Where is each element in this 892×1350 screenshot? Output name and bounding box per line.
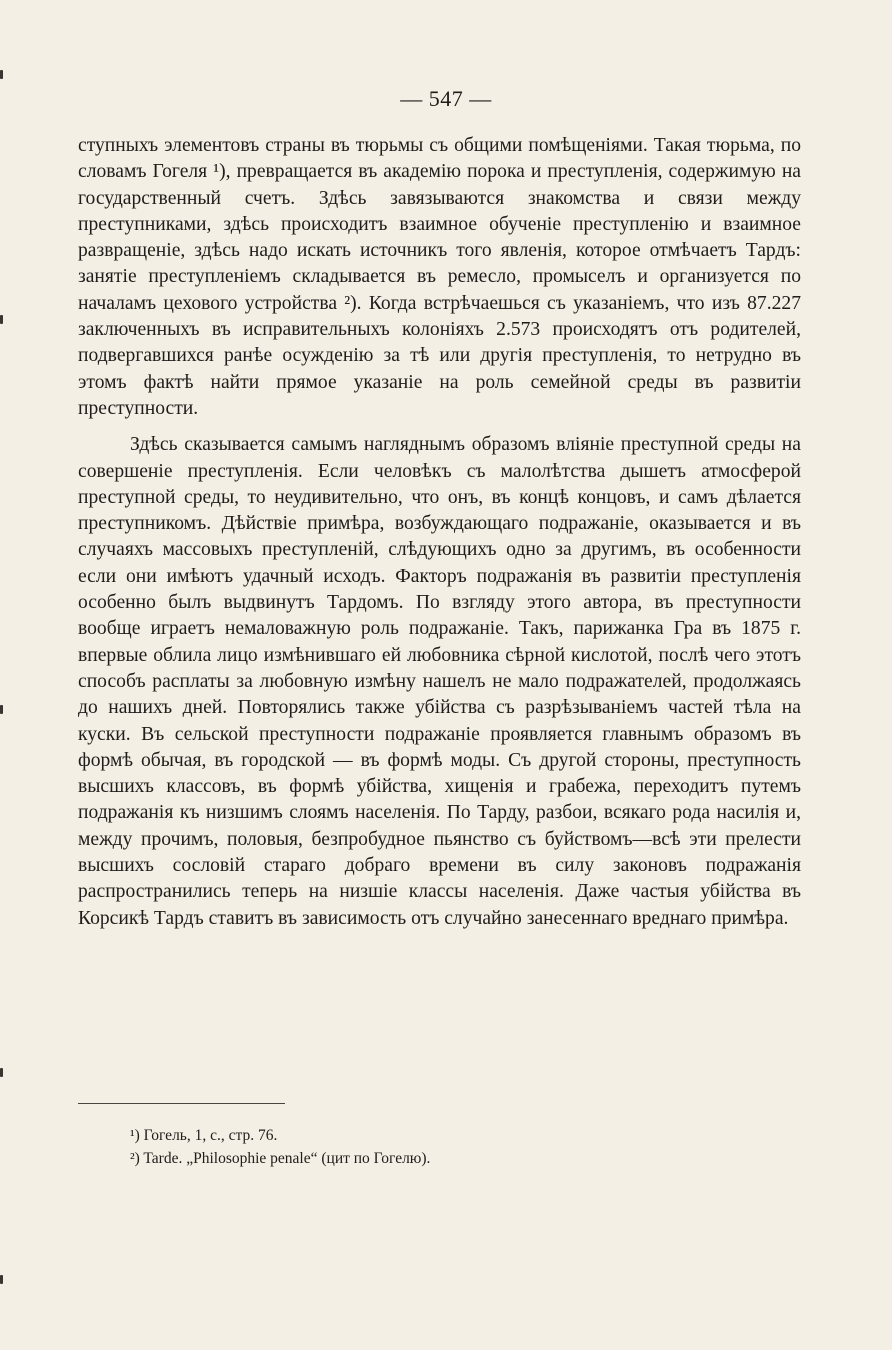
page-number: — 547 — [400,86,492,111]
edge-mark [0,70,3,79]
footnote-2: ²) Tarde. „Philosophie penale“ (цит по Гогелю). [130,1150,431,1167]
edge-mark [0,1275,3,1284]
footnotes [130,1124,730,1170]
edge-mark [0,315,3,324]
paragraph-1: ступныхъ элементовъ страны въ тюрьмы съ общими помѣщеніями. Такая тюрьма, по словамъ Гогеля ¹), превращается въ академію порока и преступленія, содержимую на государственный счетъ. Здѣсь завязываются знакомства и связи между преступниками, здѣсь происходитъ взаимное обученіе преступленію и взаимное развращеніе, здѣсь надо искать источникъ того явленія, которое отмѣчаетъ Тардъ: занятіе преступленіемъ складывается въ ремесло, промыселъ и организуется по началамъ цехового устройства ²). Когда встрѣчаешься съ указаніемъ, что изъ 87.227 заключенныхъ въ исправительныхъ колоніяхъ 2.573 происходятъ отъ родителей, подвергавшихся ранѣе осужденію за тѣ или другія преступленія, то нетрудно въ этомъ фактѣ найти прямое указаніе на роль семейной среды въ развитіи преступности. [78,135,801,419]
edge-mark [0,1068,3,1077]
footnote-separator [78,1103,285,1104]
edge-mark [0,705,3,714]
footnote-1: ¹) Гогель, 1, с., стр. 76. [130,1127,278,1144]
main-text [78,133,801,932]
paragraph-2: Здѣсь сказывается самымъ нагляднымъ образомъ вліяніе преступной среды на совершеніе преступленія. Если человѣкъ съ малолѣтства дышетъ атмосферой преступной среды, то неудивительно, что онъ, въ концѣ концовъ, и самъ дѣлается преступникомъ. Дѣйствіе примѣра, возбуждающаго подражаніе, оказывается и въ случаяхъ массовыхъ преступленій, слѣдующихъ одно за другимъ, въ особенности если они имѣютъ удачный исходъ. Факторъ подражанія въ развитіи преступленія особенно былъ выдвинутъ Тардомъ. По взгляду этого автора, въ преступности вообще играетъ немаловажную роль подражаніе. Такъ, парижанка Гра въ 1875 г. впервые облила лицо измѣнившаго ей любовника сѣрной кислотой, послѣ чего этотъ способъ расплаты за любовную измѣну нашелъ не мало подражателей, продолжаясь до нашихъ дней. Повторялись также убійства съ разрѣзываніемъ частей тѣла на куски. Въ сельской преступности подражаніе проявляется главнымъ образомъ въ формѣ обычая, въ городской — въ формѣ моды. Съ другой стороны, преступность высшихъ классовъ, въ формѣ убійства, хищенія и грабежа, переходитъ путемъ подражанія къ низшимъ слоямъ населенія. По Тарду, разбои, всякаго рода насилія и, между прочимъ, половыя, безпробудное пьянство съ буйствомъ—всѣ эти прелести высшихъ сословій стараго добраго времени въ силу законовъ подражанія распространились теперь на низшіе классы населенія. Даже частыя убійства въ Корсикѣ Тардъ ставитъ въ зависимость отъ случайно занесеннаго вреднаго примѣра. [78,434,801,929]
